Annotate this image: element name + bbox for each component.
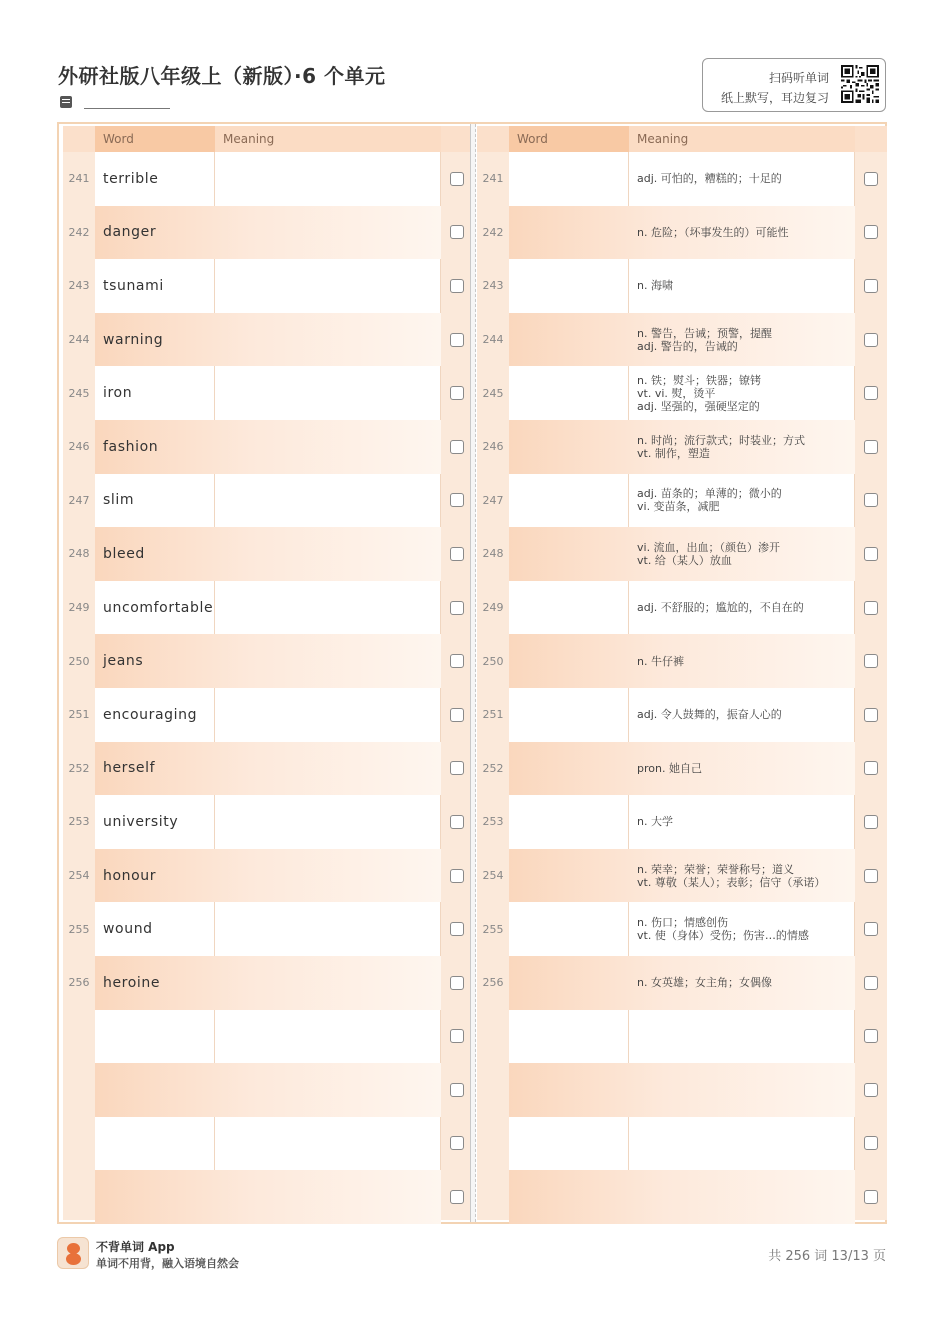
review-checkbox[interactable] bbox=[864, 386, 878, 400]
meaning-line: n. 警告，告诫；预警，提醒 bbox=[637, 326, 772, 340]
review-checkbox[interactable] bbox=[450, 547, 464, 561]
table-row bbox=[477, 688, 887, 742]
word-cell: university bbox=[103, 813, 179, 830]
review-checkbox[interactable] bbox=[450, 1083, 464, 1097]
meaning-cell bbox=[637, 152, 851, 206]
row-number: 254 bbox=[68, 869, 90, 883]
table-row bbox=[477, 313, 887, 367]
table-row bbox=[63, 474, 473, 528]
row-number: 242 bbox=[482, 225, 504, 239]
table-row bbox=[477, 1117, 887, 1171]
table-row bbox=[63, 634, 473, 688]
review-checkbox[interactable] bbox=[864, 922, 878, 936]
dictation-sheet bbox=[57, 122, 887, 1224]
qr-caption-line1: 扫码听单词 bbox=[768, 71, 829, 85]
table-row bbox=[63, 527, 473, 581]
review-checkbox[interactable] bbox=[864, 815, 878, 829]
review-checkbox[interactable] bbox=[450, 172, 464, 186]
word-cell: fashion bbox=[103, 438, 159, 455]
word-rows bbox=[63, 152, 473, 1224]
review-checkbox[interactable] bbox=[450, 761, 464, 775]
table-row bbox=[477, 420, 887, 474]
word-cell: tsunami bbox=[103, 277, 164, 294]
meaning-line: n. 时尚；流行款式；时装业；方式 bbox=[637, 433, 805, 447]
review-checkbox[interactable] bbox=[864, 279, 878, 293]
review-checkbox[interactable] bbox=[864, 869, 878, 883]
table-row bbox=[477, 206, 887, 260]
review-checkbox[interactable] bbox=[450, 815, 464, 829]
word-cell bbox=[103, 1117, 215, 1171]
row-number bbox=[63, 1117, 95, 1171]
review-checkbox[interactable] bbox=[450, 493, 464, 507]
table-row bbox=[477, 742, 887, 796]
word-cell: honour bbox=[103, 867, 157, 884]
table-row bbox=[63, 581, 473, 635]
meaning-cell bbox=[637, 795, 851, 849]
meaning-line: n. 荣幸；荣誉；荣誉称号；道义 bbox=[637, 862, 794, 876]
meaning-cell bbox=[637, 259, 851, 313]
word-cell: heroine bbox=[103, 974, 161, 991]
review-checkbox[interactable] bbox=[450, 1190, 464, 1204]
review-checkbox[interactable] bbox=[450, 440, 464, 454]
fold-divider bbox=[470, 124, 476, 1222]
row-number: 248 bbox=[68, 547, 90, 561]
meaning-line: n. 女英雄；女主角；女偶像 bbox=[637, 976, 772, 990]
row-number: 249 bbox=[482, 601, 504, 615]
review-checkbox[interactable] bbox=[864, 172, 878, 186]
table-row bbox=[477, 956, 887, 1010]
review-checkbox[interactable] bbox=[450, 708, 464, 722]
meaning-cell bbox=[637, 1010, 851, 1064]
review-checkbox[interactable] bbox=[450, 654, 464, 668]
word-column-half bbox=[63, 126, 473, 1220]
row-number: 251 bbox=[482, 708, 504, 722]
row-number: 245 bbox=[482, 386, 504, 400]
meaning-cell bbox=[637, 313, 851, 367]
table-row bbox=[477, 849, 887, 903]
review-checkbox[interactable] bbox=[864, 761, 878, 775]
meaning-rows bbox=[477, 152, 887, 1224]
table-row bbox=[63, 849, 473, 903]
meaning-line: n. 伤口；情感创伤 bbox=[637, 916, 728, 930]
review-checkbox[interactable] bbox=[450, 1136, 464, 1150]
row-number: 253 bbox=[68, 815, 90, 829]
review-checkbox[interactable] bbox=[450, 279, 464, 293]
table-row bbox=[63, 1063, 473, 1117]
review-checkbox[interactable] bbox=[450, 976, 464, 990]
word-cell: warning bbox=[103, 331, 164, 348]
meaning-line: vt. 使（身体）受伤；伤害…的情感 bbox=[637, 929, 809, 943]
row-number: 241 bbox=[68, 172, 90, 186]
app-logo-icon bbox=[57, 1237, 89, 1269]
meaning-line: n. 牛仔裤 bbox=[637, 654, 684, 668]
table-row bbox=[477, 474, 887, 528]
row-number: 250 bbox=[482, 654, 504, 668]
table-header bbox=[477, 126, 887, 152]
meaning-line: vt. vi. 熨，烫平 bbox=[637, 386, 716, 400]
date-blank-line bbox=[84, 108, 170, 109]
meaning-cell bbox=[637, 1063, 851, 1117]
review-checkbox[interactable] bbox=[864, 1029, 878, 1043]
word-cell: encouraging bbox=[103, 706, 198, 723]
word-cell: herself bbox=[103, 760, 156, 777]
table-row bbox=[63, 420, 473, 474]
word-cell: terrible bbox=[103, 170, 159, 187]
page-info: 共 256 词 13/13 页 bbox=[768, 1249, 886, 1264]
meaning-cell bbox=[637, 581, 851, 635]
table-row bbox=[63, 795, 473, 849]
row-number: 254 bbox=[482, 869, 504, 883]
word-cell: uncomfortable bbox=[103, 599, 214, 616]
review-checkbox[interactable] bbox=[450, 922, 464, 936]
meaning-line: pron. 她自己 bbox=[637, 761, 702, 775]
review-checkbox[interactable] bbox=[864, 976, 878, 990]
meaning-line: n. 危险；（坏事发生的）可能性 bbox=[637, 225, 789, 239]
review-checkbox[interactable] bbox=[450, 386, 464, 400]
meaning-line: vt. 尊敬（某人）；表彰；信守（承诺） bbox=[637, 875, 826, 889]
meaning-line: vt. 给（某人）放血 bbox=[637, 553, 732, 567]
row-number bbox=[477, 1063, 509, 1117]
word-cell bbox=[103, 1010, 215, 1064]
row-number: 255 bbox=[482, 922, 504, 936]
word-cell bbox=[103, 1170, 215, 1224]
table-header bbox=[63, 126, 473, 152]
meaning-cell bbox=[637, 742, 851, 796]
table-row bbox=[477, 152, 887, 206]
app-slogan: 单词不用背，融入语境自然会 bbox=[96, 1257, 239, 1270]
row-number: 244 bbox=[68, 333, 90, 347]
review-checkbox[interactable] bbox=[450, 225, 464, 239]
review-checkbox[interactable] bbox=[864, 225, 878, 239]
meaning-cell bbox=[637, 1170, 851, 1224]
row-number: 245 bbox=[68, 386, 90, 400]
row-number: 253 bbox=[482, 815, 504, 829]
meaning-cell bbox=[637, 688, 851, 742]
review-checkbox[interactable] bbox=[864, 547, 878, 561]
meaning-cell bbox=[637, 956, 851, 1010]
table-row bbox=[63, 902, 473, 956]
qr-caption bbox=[721, 68, 829, 108]
table-row bbox=[477, 1170, 887, 1224]
meaning-line: n. 大学 bbox=[637, 815, 673, 829]
row-number: 243 bbox=[482, 279, 504, 293]
meaning-cell bbox=[637, 1117, 851, 1171]
review-checkbox[interactable] bbox=[450, 601, 464, 615]
meaning-cell bbox=[637, 366, 851, 420]
review-checkbox[interactable] bbox=[450, 333, 464, 347]
meaning-line: vi. 流血，出血；（颜色）渗开 bbox=[637, 540, 781, 554]
word-cell: danger bbox=[103, 224, 157, 241]
review-checkbox[interactable] bbox=[450, 1029, 464, 1043]
row-number: 241 bbox=[482, 172, 504, 186]
qr-code-icon[interactable] bbox=[841, 65, 879, 103]
row-number bbox=[63, 1063, 95, 1117]
word-cell: bleed bbox=[103, 545, 145, 562]
row-number: 249 bbox=[68, 601, 90, 615]
table-row bbox=[63, 956, 473, 1010]
row-number: 242 bbox=[68, 225, 90, 239]
table-row bbox=[477, 259, 887, 313]
table-row bbox=[477, 902, 887, 956]
review-checkbox[interactable] bbox=[864, 601, 878, 615]
review-checkbox[interactable] bbox=[864, 440, 878, 454]
row-number bbox=[477, 1170, 509, 1224]
word-column-header: Word bbox=[95, 126, 215, 152]
table-row bbox=[63, 152, 473, 206]
word-cell: iron bbox=[103, 385, 133, 402]
row-number: 243 bbox=[68, 279, 90, 293]
meaning-line: adj. 不舒服的；尴尬的，不自在的 bbox=[637, 601, 804, 615]
row-number: 246 bbox=[482, 440, 504, 454]
word-cell: jeans bbox=[103, 653, 144, 670]
meaning-cell bbox=[637, 527, 851, 581]
row-number: 252 bbox=[68, 761, 90, 775]
table-row bbox=[63, 206, 473, 260]
table-row bbox=[63, 1170, 473, 1224]
row-number: 255 bbox=[68, 922, 90, 936]
row-number: 250 bbox=[68, 654, 90, 668]
calendar-icon bbox=[60, 96, 72, 108]
meaning-line: vt. 制作，塑造 bbox=[637, 446, 710, 460]
page-title: 外研社版八年级上（新版）·6 个单元 bbox=[58, 64, 386, 88]
meaning-cell bbox=[637, 474, 851, 528]
row-number: 251 bbox=[68, 708, 90, 722]
word-cell: slim bbox=[103, 492, 135, 509]
row-number: 248 bbox=[482, 547, 504, 561]
row-number: 247 bbox=[482, 493, 504, 507]
row-number: 244 bbox=[482, 333, 504, 347]
review-checkbox[interactable] bbox=[864, 1190, 878, 1204]
table-row bbox=[63, 313, 473, 367]
word-column-header: Word bbox=[509, 126, 629, 152]
meaning-column-half bbox=[477, 126, 887, 1220]
app-name: 不背单词 App bbox=[96, 1240, 175, 1254]
meaning-cell bbox=[637, 849, 851, 903]
meaning-line: adj. 坚强的，强硬坚定的 bbox=[637, 399, 760, 413]
meaning-line: adj. 警告的，告诫的 bbox=[637, 339, 738, 353]
row-number bbox=[477, 1010, 509, 1064]
meaning-column-header: Meaning bbox=[215, 126, 441, 152]
meaning-cell bbox=[637, 420, 851, 474]
table-row bbox=[477, 634, 887, 688]
review-checkbox[interactable] bbox=[450, 869, 464, 883]
meaning-line: adj. 令人鼓舞的，振奋人心的 bbox=[637, 708, 782, 722]
word-cell: wound bbox=[103, 921, 153, 938]
meaning-cell bbox=[637, 634, 851, 688]
table-row bbox=[63, 259, 473, 313]
table-row bbox=[477, 1063, 887, 1117]
table-row bbox=[477, 795, 887, 849]
meaning-line: adj. 可怕的，糟糕的；十足的 bbox=[637, 172, 782, 186]
row-number: 246 bbox=[68, 440, 90, 454]
table-row bbox=[63, 688, 473, 742]
meaning-line: adj. 苗条的；单薄的；微小的 bbox=[637, 487, 782, 501]
table-row bbox=[477, 527, 887, 581]
row-number: 247 bbox=[68, 493, 90, 507]
word-cell bbox=[103, 1063, 215, 1117]
row-number bbox=[477, 1117, 509, 1171]
row-number: 252 bbox=[482, 761, 504, 775]
row-number: 256 bbox=[68, 976, 90, 990]
row-number bbox=[63, 1010, 95, 1064]
row-number bbox=[63, 1170, 95, 1224]
table-row bbox=[477, 1010, 887, 1064]
review-checkbox[interactable] bbox=[864, 493, 878, 507]
meaning-cell bbox=[637, 206, 851, 260]
table-row bbox=[63, 1117, 473, 1171]
meaning-line: n. 铁；熨斗；铁器；镣铐 bbox=[637, 373, 761, 387]
table-row bbox=[477, 366, 887, 420]
qr-caption-line2: 纸上默写，耳边复习 bbox=[720, 91, 829, 105]
review-checkbox[interactable] bbox=[864, 333, 878, 347]
table-row bbox=[63, 742, 473, 796]
review-checkbox[interactable] bbox=[864, 654, 878, 668]
row-number: 256 bbox=[482, 976, 504, 990]
table-row bbox=[63, 366, 473, 420]
table-row bbox=[477, 581, 887, 635]
meaning-cell bbox=[637, 902, 851, 956]
meaning-column-header: Meaning bbox=[629, 126, 855, 152]
table-row bbox=[63, 1010, 473, 1064]
meaning-line: n. 海啸 bbox=[637, 279, 673, 293]
review-checkbox[interactable] bbox=[864, 1136, 878, 1150]
review-checkbox[interactable] bbox=[864, 1083, 878, 1097]
qr-panel bbox=[702, 58, 886, 112]
meaning-line: vi. 变苗条，减肥 bbox=[637, 500, 720, 514]
review-checkbox[interactable] bbox=[864, 708, 878, 722]
